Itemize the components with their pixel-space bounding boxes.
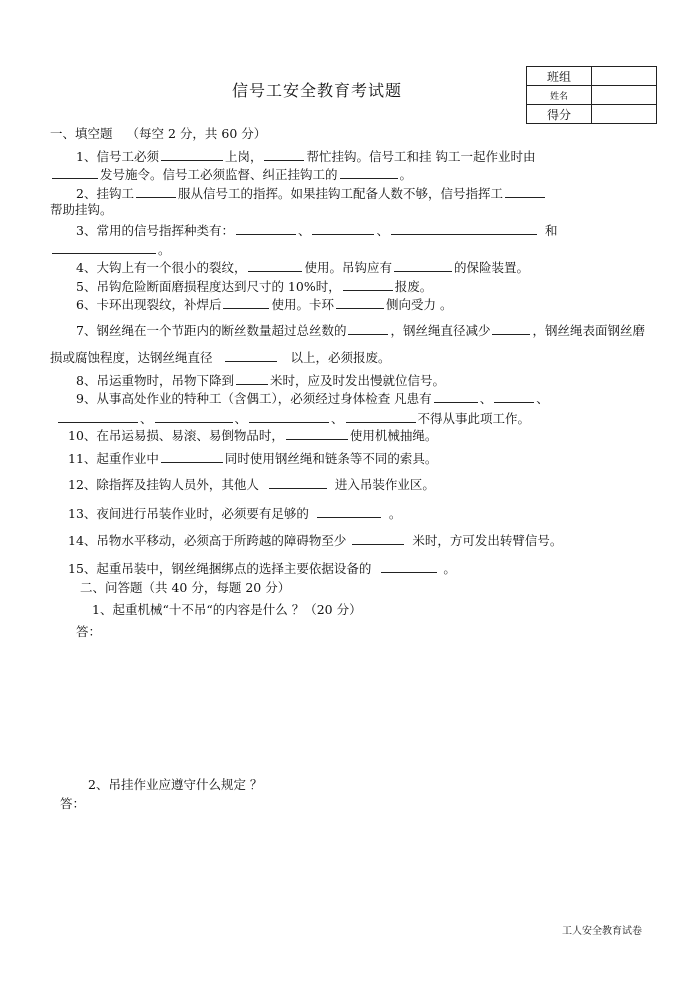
blank[interactable]	[340, 165, 398, 179]
blank[interactable]	[343, 277, 393, 291]
blank[interactable]	[248, 258, 302, 272]
blank[interactable]	[52, 165, 98, 179]
blank[interactable]	[505, 184, 545, 198]
exam-title: 信号工安全教育考试题	[232, 81, 403, 100]
blank[interactable]	[269, 475, 327, 489]
blank[interactable]	[317, 504, 381, 518]
blank[interactable]	[161, 147, 223, 161]
blank[interactable]	[136, 184, 176, 198]
question-5: 5、吊钩危险断面磨损程度达到尺寸的 10%时， 报废。	[76, 279, 433, 294]
blank[interactable]	[249, 409, 329, 423]
answer-area-1[interactable]	[100, 640, 640, 760]
blank[interactable]	[225, 348, 277, 362]
blank[interactable]	[155, 409, 233, 423]
blank[interactable]	[352, 531, 404, 545]
class-field[interactable]	[592, 67, 657, 86]
blank[interactable]	[434, 389, 478, 403]
info-table	[526, 66, 657, 124]
name-label: 姓名	[527, 86, 592, 105]
blank[interactable]	[236, 371, 268, 385]
question-9-line-2: 、 、 、 不得从事此项工作。	[56, 409, 530, 427]
blank[interactable]	[312, 221, 374, 235]
blank[interactable]	[223, 295, 269, 309]
question-3-line-2: 。	[50, 240, 171, 258]
question-7-line-2: 损或腐蚀程度，达钢丝绳直径 以上，必须报废。	[50, 350, 391, 365]
blank[interactable]	[336, 295, 384, 309]
question-2-line-2: 帮助挂钩。	[50, 202, 113, 217]
question-8: 8、吊运重物时，吊物下降到 米时，应及时发出慢就位信号。	[76, 373, 445, 388]
section1-heading: 一、填空题 （每空 2 分，共 60 分）	[50, 126, 267, 141]
question-2-line-1: 2、挂钩工 服从信号工的指挥。如果挂钩工配备人数不够，信号指挥工	[76, 184, 547, 202]
class-label: 班组	[527, 67, 592, 86]
blank[interactable]	[346, 409, 416, 423]
blank[interactable]	[58, 409, 138, 423]
blank[interactable]	[236, 221, 296, 235]
question-15: 15、起重吊装中，钢丝绳捆绑点的选择主要依据设备的 。	[68, 561, 456, 576]
question-1-line-2: 发号施令。信号工必须监督、纠正挂钩工的 。	[50, 165, 412, 183]
blank[interactable]	[348, 321, 388, 335]
question-9-line-1: 9、从事高处作业的特种工（含偶工），必须经过身体检查 凡患有 、 、	[76, 391, 549, 406]
name-field[interactable]	[592, 86, 657, 105]
answer-area-2[interactable]	[86, 812, 640, 912]
score-label: 得分	[527, 105, 592, 124]
question-12: 12、除指挥及挂钩人员外，其他人 进入吊装作业区。	[68, 477, 435, 492]
question-3-line-1: 3、常用的信号指挥种类有： 、 、 和	[76, 223, 558, 238]
question-11: 11、起重作业中 同时使用钢丝绳和链条等不同的索具。	[68, 451, 438, 466]
footer-text: 工人安全教育试卷	[562, 926, 642, 937]
blank[interactable]	[52, 240, 156, 254]
blank[interactable]	[494, 389, 534, 403]
question-14: 14、吊物水平移动，必须高于所跨越的障碍物至少 米时，方可发出转臂信号。	[68, 533, 563, 548]
answer-label-1: 答：	[76, 624, 102, 639]
blank[interactable]	[264, 147, 304, 161]
blank[interactable]	[394, 258, 452, 272]
blank[interactable]	[391, 221, 537, 235]
question-2-1: 1、起重机械“十不吊“的内容是什么 ？（20 分）	[92, 602, 362, 617]
section2-heading: 二、问答题（共 40 分，每题 20 分）	[80, 580, 291, 595]
question-4: 4、大钩上有一个很小的裂纹， 使用。吊钩应有 的保险装置。	[76, 260, 529, 275]
question-13: 13、夜间进行吊装作业时，必须要有足够的 。	[68, 506, 402, 521]
question-10: 10、在吊运易损、易滚、易倒物品时， 使用机械抽绳。	[68, 428, 438, 443]
blank[interactable]	[492, 321, 530, 335]
question-6: 6、卡环出现裂纹，补焊后 使用。卡环 侧向受力 。	[76, 297, 453, 312]
score-field[interactable]	[592, 105, 657, 124]
question-2-2: 2、吊挂作业应遵守什么规定 ？	[88, 777, 263, 792]
blank[interactable]	[286, 426, 348, 440]
blank[interactable]	[381, 559, 437, 573]
question-1-line-1: 1、信号工必须 上岗， 帮忙挂钩。信号工和挂 钩工一起作业时由	[76, 149, 536, 164]
question-7-line-1: 7、钢丝绳在一个节距内的断丝数量超过总丝数的 ，钢丝绳直径减少 ，钢丝绳表面钢丝磨	[76, 323, 645, 338]
blank[interactable]	[161, 449, 223, 463]
answer-label-2: 答：	[60, 796, 86, 811]
